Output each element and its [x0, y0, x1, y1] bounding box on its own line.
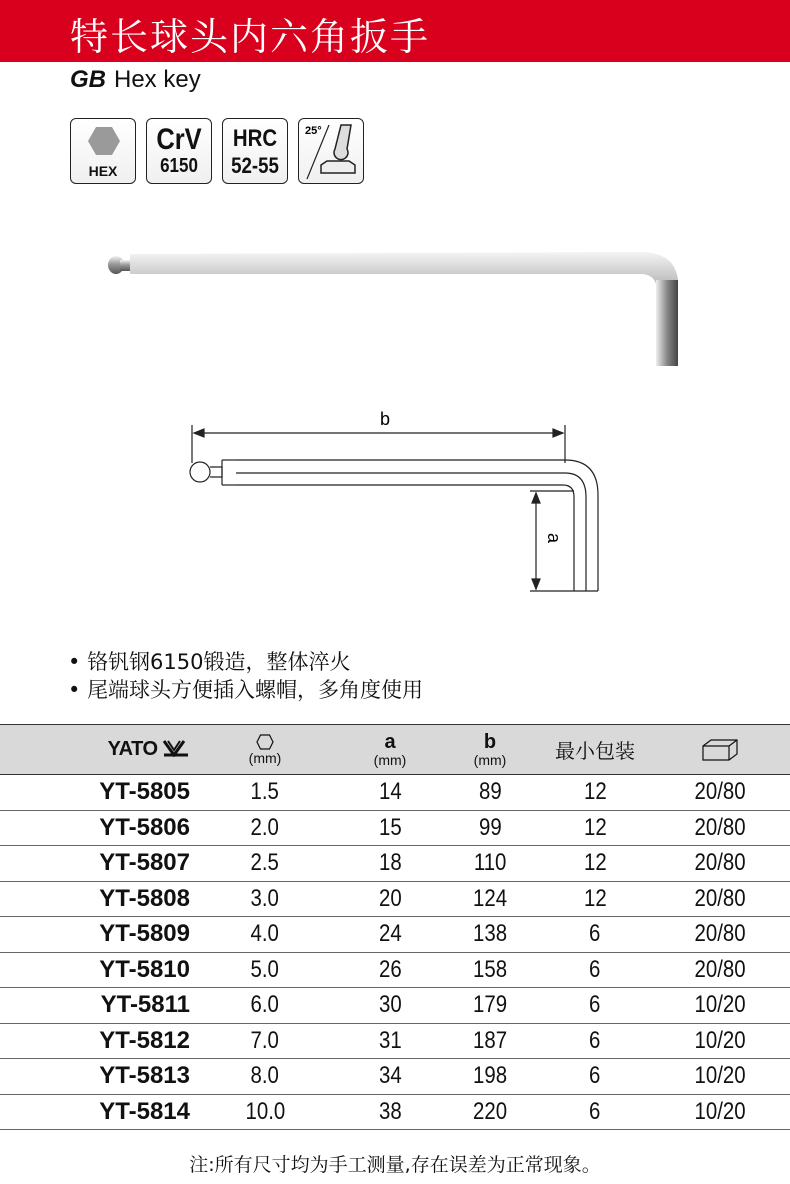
product-name-en: Hex key — [114, 66, 201, 93]
hex-badge — [70, 118, 136, 184]
min-pack-cell: 12 — [583, 849, 607, 877]
hex-size-cell: 8.0 — [250, 1062, 280, 1090]
yato-logo-icon — [162, 739, 190, 757]
model-cell: YT-5805 — [99, 778, 190, 806]
min-pack-cell: 6 — [589, 1062, 601, 1090]
table-row — [0, 917, 790, 953]
table-row — [0, 810, 790, 846]
feature-item: • 尾端球头方便插入螺帽，多角度使用 — [68, 676, 423, 704]
subtitle — [70, 66, 201, 94]
a-cell: 34 — [378, 1062, 402, 1090]
dim-a-label: a — [544, 533, 564, 544]
min-pack-header — [540, 725, 650, 775]
min-pack-cell: 6 — [589, 920, 601, 948]
material-badge-main: CrV — [156, 123, 202, 156]
footnote: 注:所有尺寸均为手工测量,存在误差为正常现象。 — [189, 1154, 601, 1176]
dimension-drawing — [180, 405, 600, 600]
hardness-badge — [222, 118, 288, 184]
table-row — [0, 952, 790, 988]
box-qty-cell: 20/80 — [694, 849, 746, 877]
material-badge — [146, 118, 212, 184]
hex-size-cell: 5.0 — [250, 955, 280, 983]
feature-item: • 铬钒钢6150锻造，整体淬火 — [68, 648, 423, 676]
a-cell: 31 — [378, 1026, 402, 1054]
min-pack-cell: 6 — [589, 955, 601, 983]
box-qty-cell: 20/80 — [694, 955, 746, 983]
dim-b-label: b — [380, 409, 391, 429]
table-row — [0, 1059, 790, 1095]
feature-list — [68, 648, 423, 704]
a-cell: 30 — [378, 991, 402, 1019]
box-qty-cell: 10/20 — [694, 991, 746, 1019]
b-cell: 124 — [472, 884, 508, 912]
spec-table — [0, 724, 790, 1130]
min-pack-cell: 6 — [589, 991, 601, 1019]
model-cell: YT-5811 — [100, 991, 190, 1019]
table-row — [0, 846, 790, 882]
hex-size-cell: 3.0 — [250, 884, 280, 912]
hex-badge-label: HEX — [88, 163, 118, 179]
ball-end-angle-icon — [299, 119, 365, 185]
product-photo — [100, 240, 690, 375]
model-cell: YT-5809 — [99, 920, 190, 948]
angle-label: 25° — [305, 125, 322, 137]
hardness-badge-main: HRC — [232, 125, 278, 152]
a-unit: (mm) — [373, 751, 407, 768]
hex-size-cell: 2.0 — [250, 813, 280, 841]
min-pack-cell: 6 — [589, 1026, 601, 1054]
box-qty-cell: 10/20 — [694, 1026, 746, 1054]
title-bar — [0, 0, 790, 62]
min-pack-label: 最小包装 — [555, 739, 635, 763]
b-cell: 220 — [472, 1097, 508, 1125]
b-header — [440, 725, 540, 775]
box-header — [650, 725, 790, 775]
hex-size-cell: 6.0 — [250, 991, 280, 1019]
hex-size-cell: 4.0 — [250, 920, 280, 948]
hex-size-cell: 1.5 — [250, 778, 280, 806]
brand-logo: YATO — [107, 738, 158, 760]
a-cell: 15 — [378, 813, 402, 841]
a-header — [340, 725, 440, 775]
model-cell: YT-5814 — [99, 1097, 190, 1125]
model-cell: YT-5812 — [99, 1026, 190, 1054]
hex-size-cell: 10.0 — [245, 1097, 285, 1125]
a-cell: 26 — [378, 955, 402, 983]
a-cell: 24 — [378, 920, 402, 948]
material-badge-sub: 6150 — [160, 155, 198, 177]
min-pack-cell: 6 — [589, 1097, 601, 1125]
b-cell: 179 — [472, 991, 508, 1019]
a-header-label: a — [384, 730, 396, 753]
model-cell: YT-5808 — [99, 884, 190, 912]
standard-label: GB — [70, 66, 106, 93]
min-pack-cell: 12 — [583, 884, 607, 912]
feature-badges — [70, 118, 364, 184]
model-cell: YT-5806 — [99, 813, 190, 841]
table-header-row — [0, 725, 790, 775]
page-title: 特长球头内六角扳手 — [70, 15, 431, 59]
a-cell: 18 — [378, 849, 402, 877]
b-cell: 110 — [473, 849, 507, 877]
a-cell: 14 — [378, 778, 402, 806]
table-row — [0, 1023, 790, 1059]
hex-size-cell: 7.0 — [250, 1026, 280, 1054]
hex-unit: (mm) — [248, 749, 282, 766]
table-row — [0, 881, 790, 917]
b-cell: 187 — [472, 1026, 508, 1054]
box-qty-cell: 20/80 — [694, 884, 746, 912]
hex-size-cell: 2.5 — [250, 849, 280, 877]
box-qty-cell: 20/80 — [694, 813, 746, 841]
model-cell: YT-5813 — [99, 1062, 190, 1090]
angle-badge — [298, 118, 364, 184]
box-qty-cell: 10/20 — [694, 1062, 746, 1090]
table-row — [0, 1094, 790, 1130]
b-cell: 138 — [472, 920, 508, 948]
brand-header — [0, 725, 190, 775]
hardness-badge-sub: 52-55 — [231, 153, 279, 178]
b-unit: (mm) — [473, 751, 507, 768]
b-cell: 198 — [472, 1062, 508, 1090]
b-cell: 89 — [478, 778, 502, 806]
model-cell: YT-5810 — [99, 955, 190, 983]
box-qty-cell: 20/80 — [694, 778, 746, 806]
min-pack-cell: 12 — [583, 778, 607, 806]
box-qty-cell: 20/80 — [694, 920, 746, 948]
hexagon-icon — [256, 734, 274, 750]
hexagon-icon — [88, 127, 120, 155]
table-row — [0, 775, 790, 811]
a-cell: 20 — [378, 884, 402, 912]
a-cell: 38 — [378, 1097, 402, 1125]
b-cell: 99 — [478, 813, 502, 841]
b-cell: 158 — [472, 955, 508, 983]
b-header-label: b — [483, 730, 497, 753]
box-qty-cell: 10/20 — [694, 1097, 746, 1125]
model-cell: YT-5807 — [99, 849, 190, 877]
min-pack-cell: 12 — [583, 813, 607, 841]
hex-size-header — [190, 725, 340, 775]
box-icon — [700, 738, 740, 762]
table-row — [0, 988, 790, 1024]
